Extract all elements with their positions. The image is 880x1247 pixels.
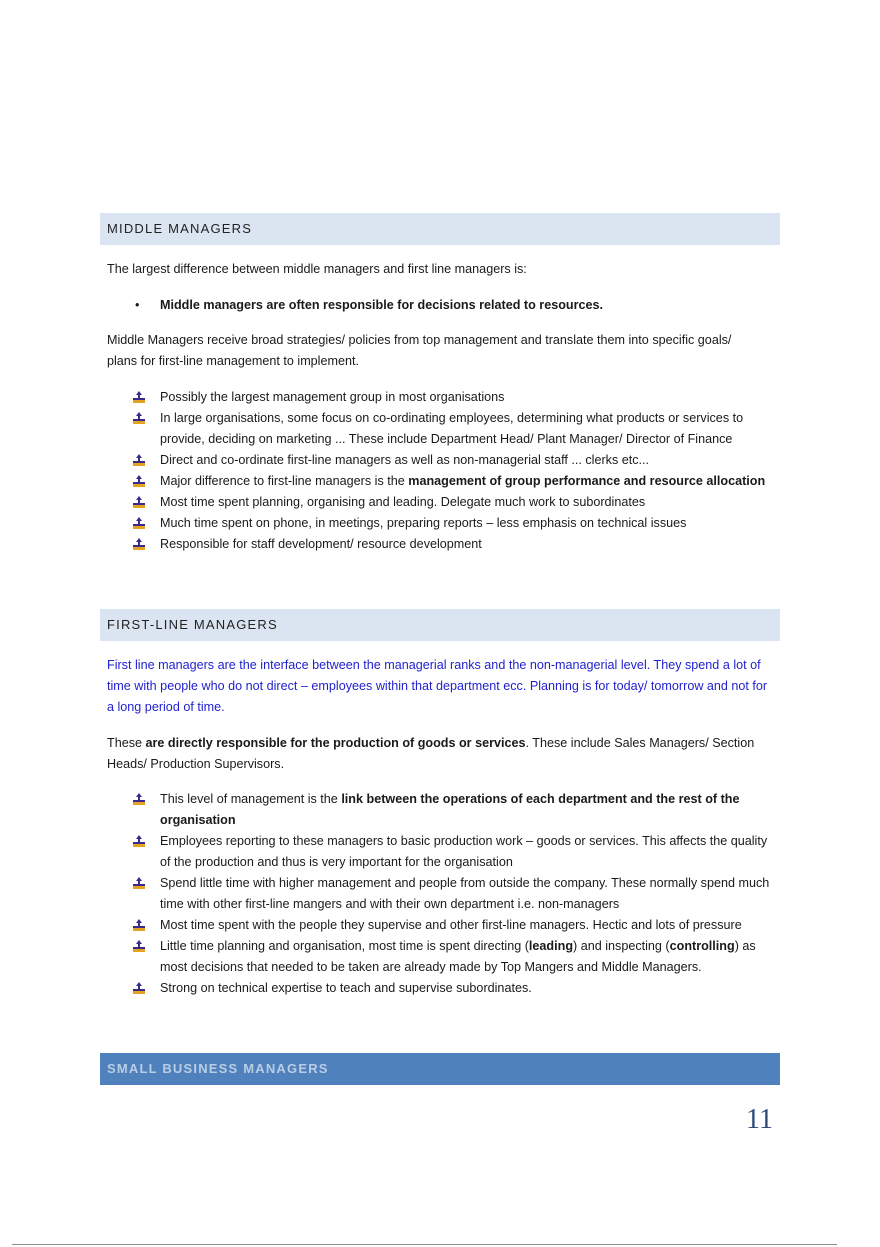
list-item-text: Direct and co-ordinate first-line managers as well as non-managerial staff ... clerks etc... xyxy=(160,453,650,467)
list-item-text: ) as most decisions that needed to be taken are already made by Top Mangers and Middle Managers. xyxy=(160,939,756,974)
first-line-responsibility xyxy=(107,733,772,775)
list-item-text: Little time planning and organisation, most time is spent directing ( xyxy=(160,939,529,953)
list-item xyxy=(133,492,779,513)
list-item-text: Major difference to first-line managers is the xyxy=(160,474,409,488)
list-item-bold-text: management of group performance and resource allocation xyxy=(408,474,766,488)
list-item-text: In large organisations, some focus on co-ordinating employees, determining what products or services to provide, deciding on marketing ... These include Department Head/ Plant Manager/ Director of Finance xyxy=(160,411,744,446)
middle-managers-list xyxy=(133,387,779,555)
list-item-text: Most time spent with the people they supervise and other first-line managers. Hectic and lots of pressure xyxy=(160,918,742,932)
list-item-text: Possibly the largest management group in most organisations xyxy=(160,390,505,404)
section-heading-small-business-managers: SMALL BUSINESS MANAGERS xyxy=(100,1053,780,1085)
middle-key-bullet xyxy=(135,295,604,316)
list-item-text: Most time spent planning, organising and leading. Delegate much work to subordinates xyxy=(160,495,646,509)
arrow-bullet-icon xyxy=(133,538,145,550)
section-heading-middle-managers: MIDDLE MANAGERS xyxy=(100,213,780,245)
list-item xyxy=(133,408,779,450)
list-item xyxy=(133,450,779,471)
list-item-text: Much time spent on phone, in meetings, preparing reports – less emphasis on technical issues xyxy=(160,516,687,530)
list-item-text: Responsible for staff development/ resource development xyxy=(160,537,482,551)
arrow-bullet-icon xyxy=(133,496,145,508)
list-item xyxy=(133,471,779,492)
list-item-bold-text: leading xyxy=(528,939,574,953)
list-item-text: Strong on technical expertise to teach and supervise subordinates. xyxy=(160,981,532,995)
bullet-dot-icon: • xyxy=(135,298,140,312)
middle-key-bullet-text: Middle managers are often responsible for decisions related to resources. xyxy=(160,298,604,312)
arrow-bullet-icon xyxy=(133,793,145,805)
arrow-bullet-icon xyxy=(133,877,145,889)
first-line-responsibility-pre: These xyxy=(107,736,146,750)
middle-intro: The largest difference between middle managers and first line managers is: xyxy=(107,262,527,276)
list-item-text: ) and inspecting ( xyxy=(573,939,670,953)
section-heading-first-line-managers: FIRST-LINE MANAGERS xyxy=(100,609,780,641)
arrow-bullet-icon xyxy=(133,919,145,931)
list-item-bold-text: controlling xyxy=(669,939,735,953)
list-item xyxy=(133,915,779,936)
list-item xyxy=(133,789,779,831)
first-line-intro: First line managers are the interface between the managerial ranks and the non-managerial level. They spend a lot of time with people who do not direct – employees within that department ecc. Planning is for today/ tomorrow and not for a long period of time. xyxy=(107,658,768,714)
list-item-text: This level of management is the xyxy=(160,792,342,806)
list-item-text: Employees reporting to these managers to basic production work – goods or services. This affects the quality of the production and thus is very important for the organisation xyxy=(160,834,768,869)
arrow-bullet-icon xyxy=(133,412,145,424)
list-item xyxy=(133,978,779,999)
arrow-bullet-icon xyxy=(133,454,145,466)
list-item xyxy=(133,936,779,978)
list-item xyxy=(133,513,779,534)
first-line-responsibility-post: . These include Sales Managers/ Section Heads/ Production Supervisors. xyxy=(107,736,755,771)
middle-description: Middle Managers receive broad strategies/ policies from top management and translate them into specific goals/ plans for first-line management to implement. xyxy=(107,333,732,368)
list-item xyxy=(133,873,779,915)
arrow-bullet-icon xyxy=(133,835,145,847)
list-item-bold-text: link between the operations of each department and the rest of the organisation xyxy=(160,792,740,827)
list-item xyxy=(133,387,779,408)
list-item xyxy=(133,831,779,873)
page-number: 11 xyxy=(746,1104,773,1135)
arrow-bullet-icon xyxy=(133,940,145,952)
first-line-managers-list xyxy=(133,789,779,999)
list-item-text: Spend little time with higher management and people from outside the company. These normally spend much time with other first-line mangers and with their own department i.e. non-managers xyxy=(160,876,770,911)
arrow-bullet-icon xyxy=(133,517,145,529)
arrow-bullet-icon xyxy=(133,391,145,403)
first-line-responsibility-bold: are directly responsible for the production of goods or services xyxy=(145,736,526,750)
list-item xyxy=(133,534,779,555)
footer-divider xyxy=(12,1244,837,1245)
arrow-bullet-icon xyxy=(133,475,145,487)
arrow-bullet-icon xyxy=(133,982,145,994)
